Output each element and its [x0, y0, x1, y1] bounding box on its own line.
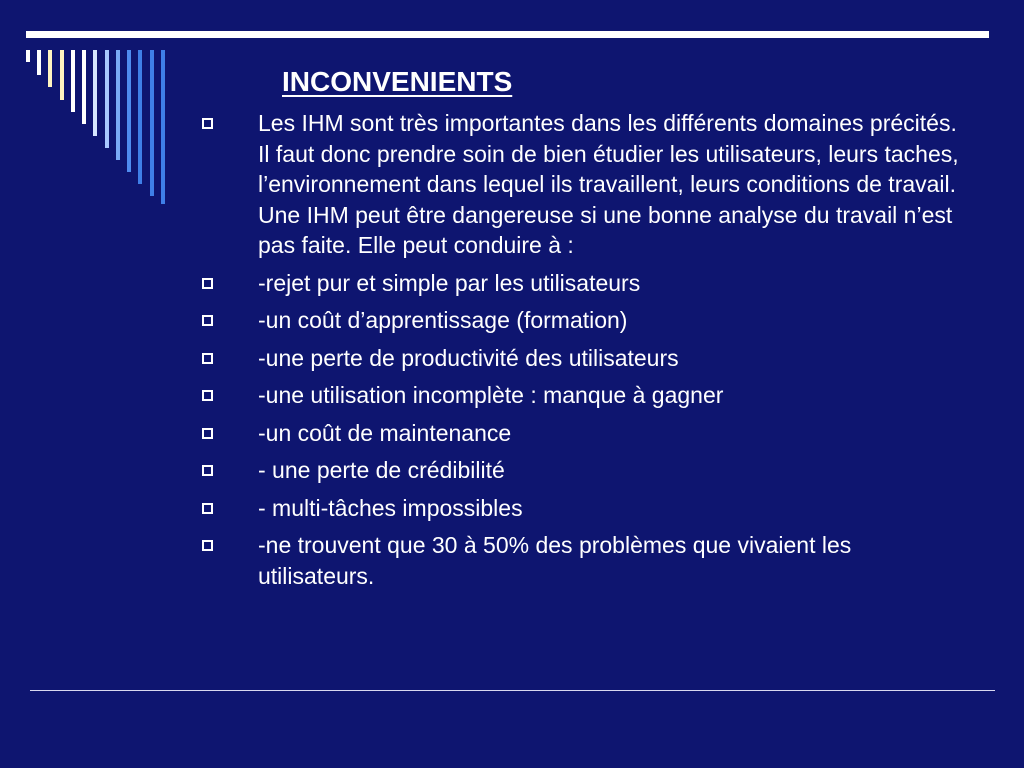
bullet-text: Les IHM sont très importantes dans les différents domaines précités. Il faut donc prendre soin de bien étudier les utilisateurs, leurs taches, l’environnement dans lequel ils travaillent, leurs conditions de travail. Une IHM peut être dangereuse si une bonne analyse du travail n’est pas faite. Elle peut conduire à :	[258, 110, 959, 258]
bullet-item	[200, 268, 960, 299]
bullet-text: -un coût de maintenance	[258, 419, 512, 446]
square-bullet-icon	[202, 540, 213, 551]
decor-bar	[138, 50, 142, 184]
bullet-item	[200, 530, 960, 591]
decor-bar	[116, 50, 120, 160]
bullet-item	[200, 418, 960, 449]
square-bullet-icon	[202, 118, 213, 129]
decor-bar	[150, 50, 154, 196]
bullet-text: -un coût d’apprentissage (formation)	[258, 307, 628, 333]
slide-title-text: INCONVENIENTS	[282, 66, 513, 97]
bullet-list	[200, 108, 960, 598]
decor-bar	[60, 50, 64, 100]
bullet-text: -ne trouvent que 30 à 50% des problèmes que vivaient les utilisateurs.	[258, 532, 852, 589]
square-bullet-icon	[202, 465, 213, 476]
square-bullet-icon	[202, 278, 213, 289]
bullet-item	[200, 380, 960, 411]
decor-bar	[105, 50, 109, 148]
bullet-text: - une perte de crédibilité	[258, 457, 505, 483]
bottom-rule	[30, 690, 995, 691]
bullet-text: - multi-tâches impossibles	[258, 494, 523, 521]
bullet-item	[200, 343, 960, 374]
square-bullet-icon	[202, 315, 213, 326]
square-bullet-icon	[202, 390, 213, 401]
bullet-text: -rejet pur et simple par les utilisateurs	[258, 269, 641, 296]
decor-bar	[48, 50, 52, 87]
bullet-text: -une utilisation incomplète : manque à gagner	[258, 382, 724, 408]
decor-bar	[37, 50, 41, 75]
decor-bar	[127, 50, 131, 172]
decor-bar	[82, 50, 86, 124]
square-bullet-icon	[202, 353, 213, 364]
decor-bar	[93, 50, 97, 136]
decor-bar	[71, 50, 75, 112]
bullet-item	[200, 493, 960, 524]
decor-bar	[26, 50, 30, 62]
bullet-item	[200, 455, 960, 486]
bullet-item	[200, 108, 960, 261]
square-bullet-icon	[202, 428, 213, 439]
square-bullet-icon	[202, 503, 213, 514]
decor-bar	[161, 50, 165, 204]
decorative-bars	[0, 0, 200, 220]
slide-title	[200, 66, 512, 98]
bullet-item	[200, 305, 960, 336]
bullet-text: -une perte de productivité des utilisateurs	[258, 344, 679, 371]
